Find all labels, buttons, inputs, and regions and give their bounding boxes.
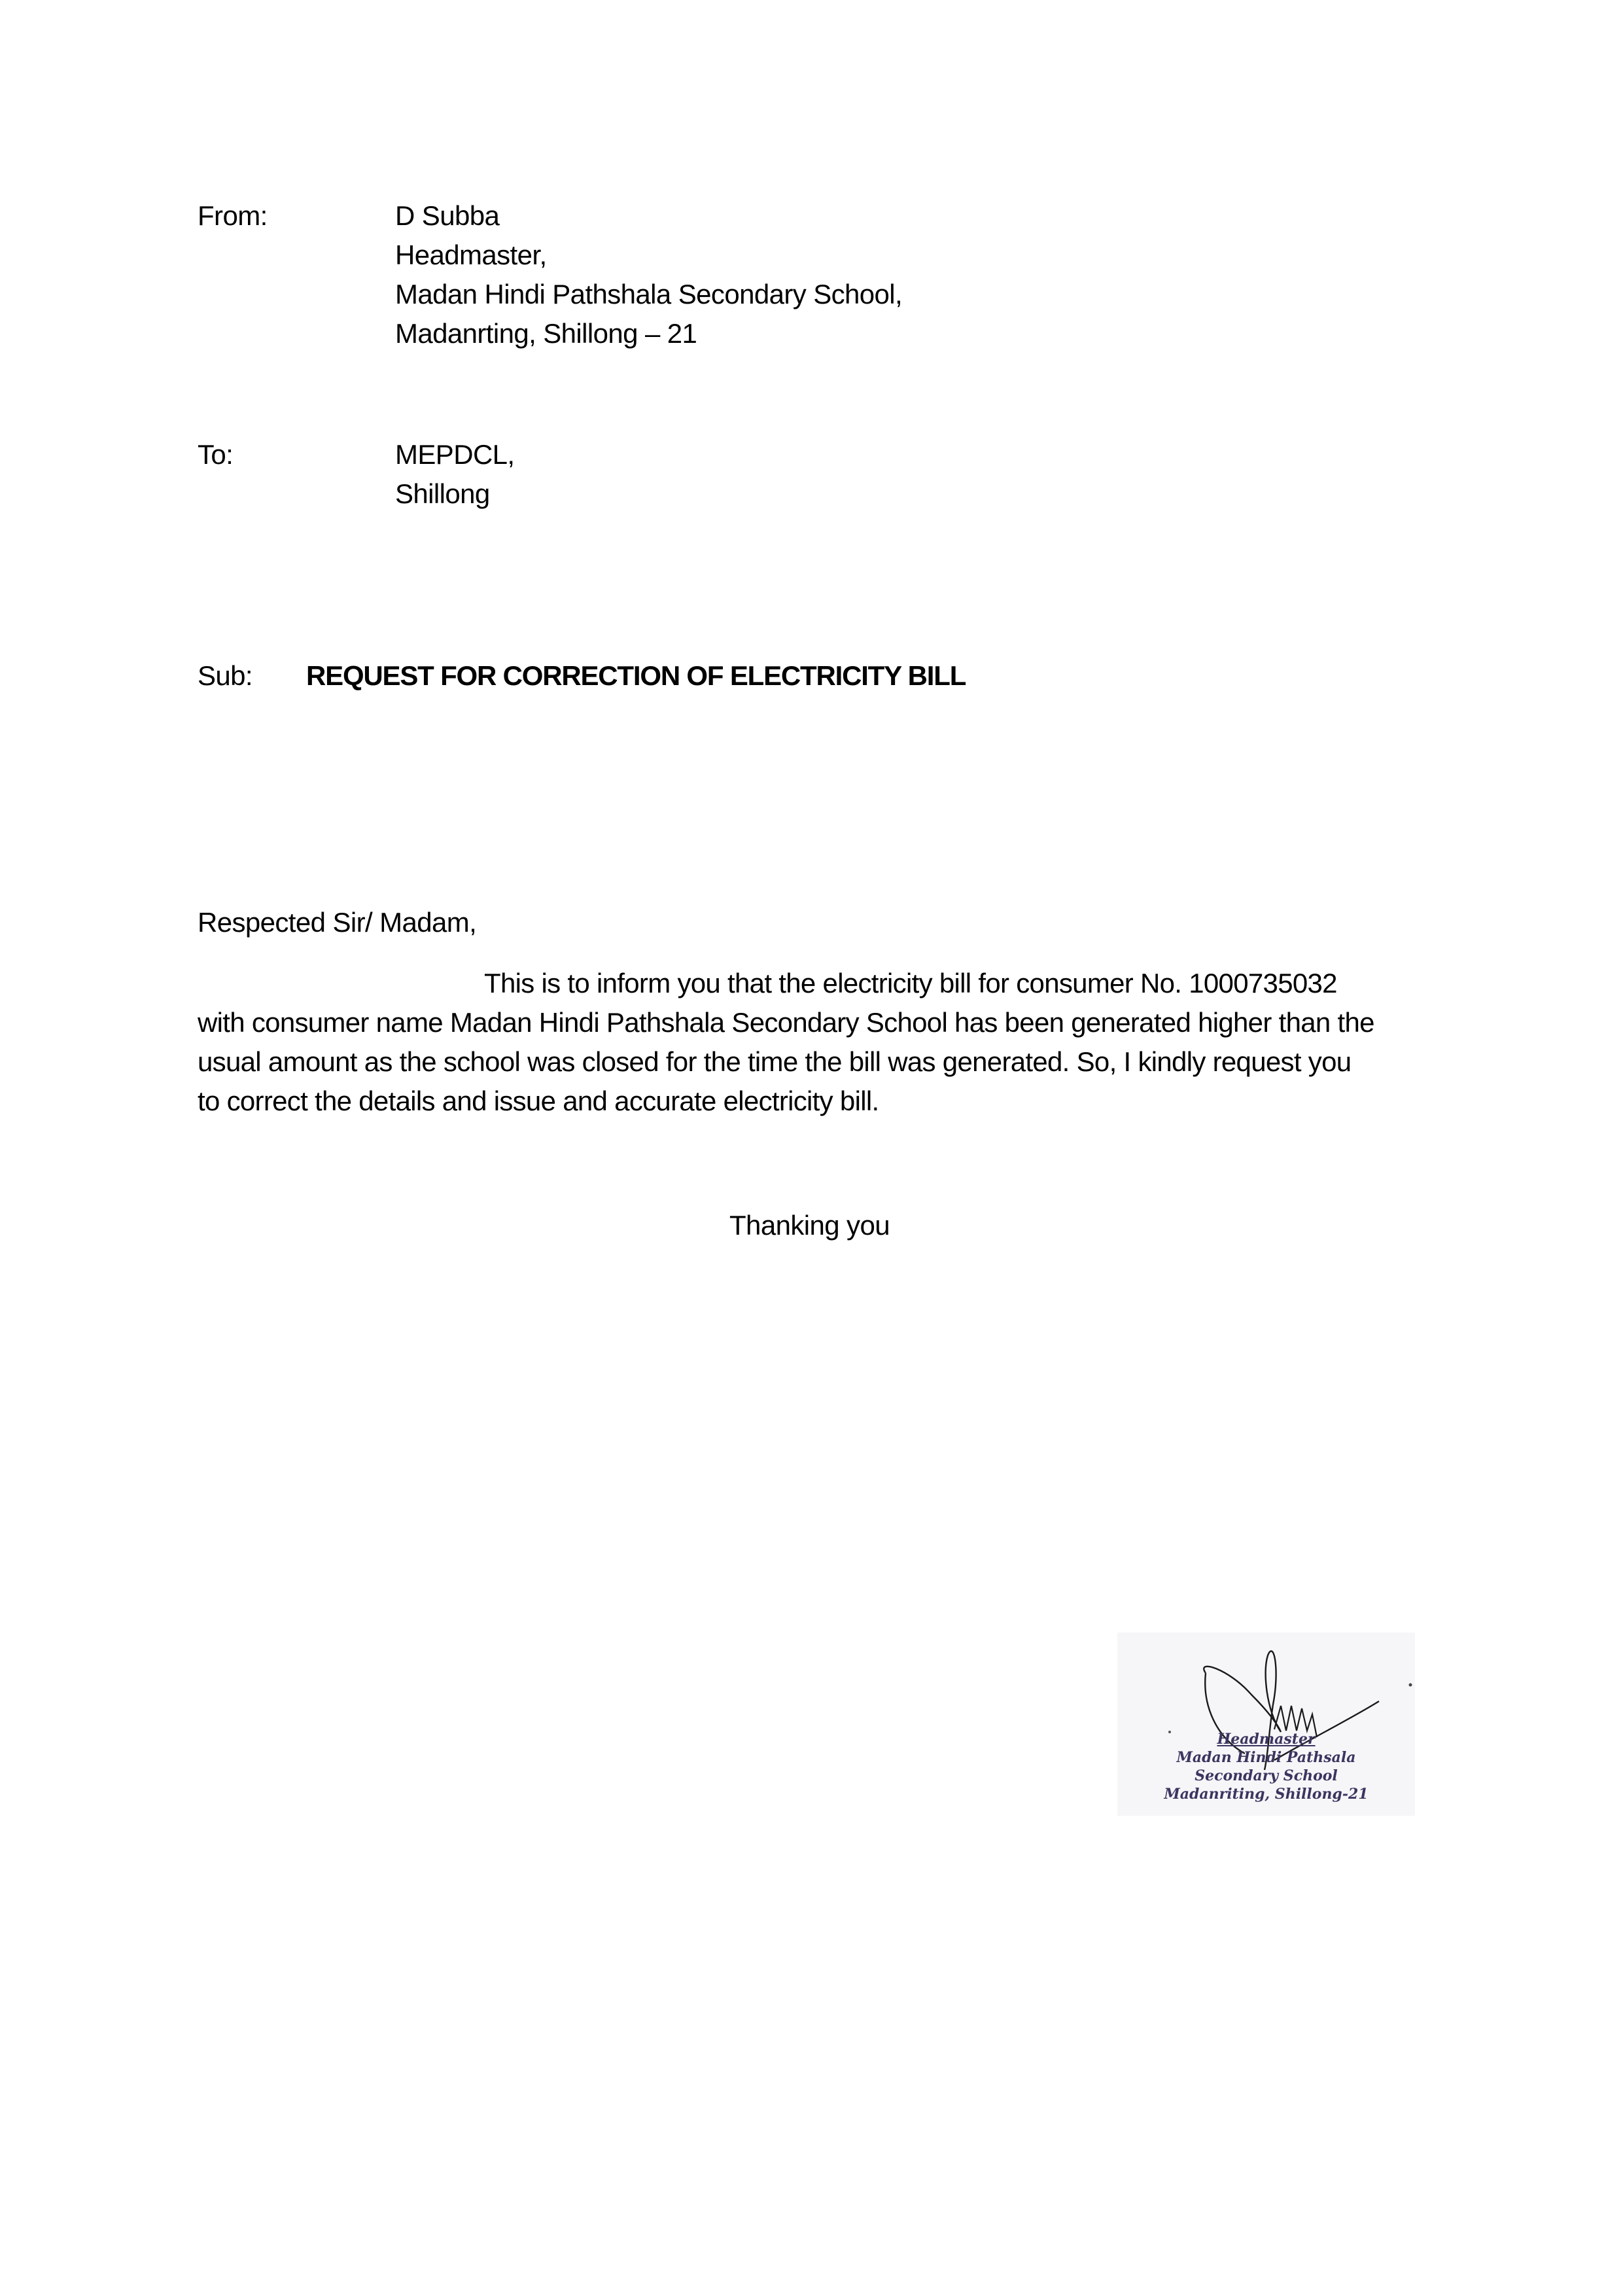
sender-address: Madanrting, Shillong – 21: [395, 318, 697, 349]
signature-stamp: [1117, 1633, 1415, 1816]
sender-title: Headmaster,: [395, 239, 547, 270]
recipient-city: Shillong: [395, 478, 490, 509]
body-line: This is to inform you that the electricity bill for consumer No. 1000735032: [484, 968, 1337, 998]
body-paragraph: [198, 964, 1440, 1121]
body-line: usual amount as the school was closed for the time the bill was generated. So, I kindly request you: [198, 1046, 1352, 1077]
salutation: Respected Sir/ Madam,: [198, 907, 477, 938]
stamp-line: Secondary School: [1195, 1767, 1338, 1784]
body-line: with consumer name Madan Hindi Pathshala Secondary School has been generated higher than the: [198, 1007, 1374, 1038]
to-label: To:: [198, 439, 234, 470]
stamp-line: Madan Hindi Pathsala: [1176, 1749, 1356, 1766]
subject-text: REQUEST FOR CORRECTION OF ELECTRICITY BILL: [306, 660, 966, 691]
stamp-line: Madanriting, Shillong-21: [1164, 1786, 1369, 1803]
sender-name: D Subba: [395, 200, 500, 231]
stamp-line: Headmaster: [1217, 1731, 1316, 1748]
recipient-name: MEPDCL,: [395, 439, 515, 470]
body-line: to correct the details and issue and accurate electricity bill.: [198, 1086, 879, 1116]
sender-school: Madan Hindi Pathshala Secondary School,: [395, 279, 903, 309]
from-label: From:: [198, 200, 268, 231]
subject-label: Sub:: [198, 660, 253, 691]
closing: Thanking you: [729, 1210, 890, 1241]
